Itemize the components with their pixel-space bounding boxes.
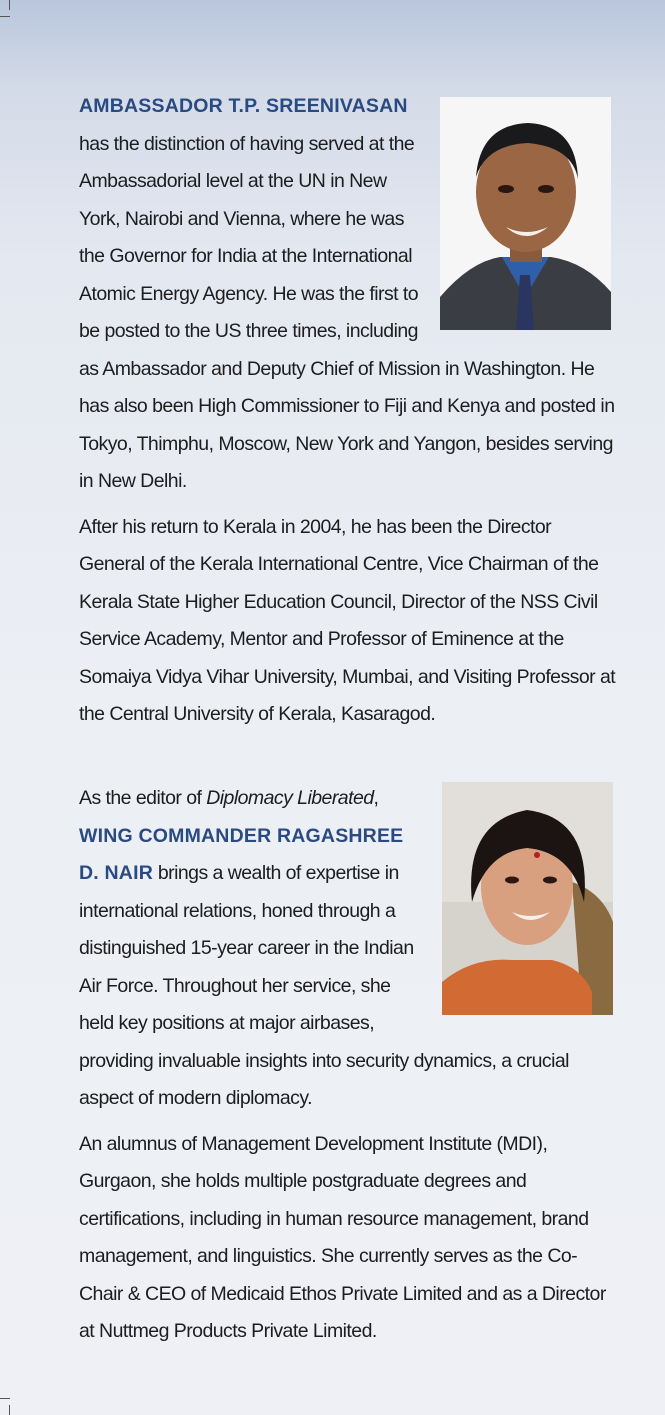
portrait-image: [442, 782, 613, 1015]
book-title: Diplomacy Liberated: [206, 787, 374, 809]
person-name: WING COMMANDER RAGASHREE D. NAIR: [79, 824, 404, 884]
bio-text: has the distinction of having served at the Ambassadorial level at the UN in New York, Nairobi and Vienna, where he was the Governor for India at the International Atomic Energy Agency. He was the first to be posted to the US three times, including as Ambassador and Deputy Chief of Mission in Washington. He has also been High Commissioner to Fiji and Kenya and posted in Tokyo, Thimphu, Moscow, New York and Yangon, besides serving in New Delhi.: [79, 132, 615, 492]
crop-mark: [0, 16, 10, 17]
portrait-image: [440, 97, 611, 330]
person-name: AMBASSADOR T.P. SREENIVASAN: [79, 95, 408, 117]
crop-mark: [9, 0, 10, 10]
bio-nair: [79, 780, 619, 1359]
crop-mark: [0, 1398, 10, 1399]
crop-mark: [9, 1405, 10, 1415]
portrait-photo-sreenivasan: [440, 97, 611, 330]
intro-text: As the editor of: [79, 787, 207, 809]
paragraph: [79, 509, 619, 734]
bio-text: After his return to Kerala in 2004, he has been the Director General of the Kerala International Centre, Vice Chairman of the Kerala State Higher Education Council, Director of the NSS Civil Service Academy, Mentor and Professor of Eminence at the Somaiya Vidya Vihar University, Mumbai, and Visiting Professor at the Central University of Kerala, Kasaragod.: [79, 515, 616, 725]
intro-comma: ,: [373, 787, 379, 809]
portrait-photo-nair: [442, 782, 613, 1015]
bio-text: brings a wealth of expertise in international relations, honed through a distinguished 15-year career in the Indian Air Force. Throughout her service, she held key positions at major airbases, providing invaluable insights into security dynamics, a crucial aspect of modern diplomacy.: [79, 862, 569, 1109]
bio-text: An alumnus of Management Development Institute (MDI), Gurgaon, she holds multiple postgraduate degrees and certifications, including in human resource management, brand management, and linguistics. She currently serves as the Co-Chair & CEO of Medicaid Ethos Private Limited and as a Director at Nuttmeg Products Private Limited.: [79, 1132, 606, 1342]
paragraph: [79, 1126, 619, 1351]
bio-sreenivasan: [79, 88, 619, 742]
